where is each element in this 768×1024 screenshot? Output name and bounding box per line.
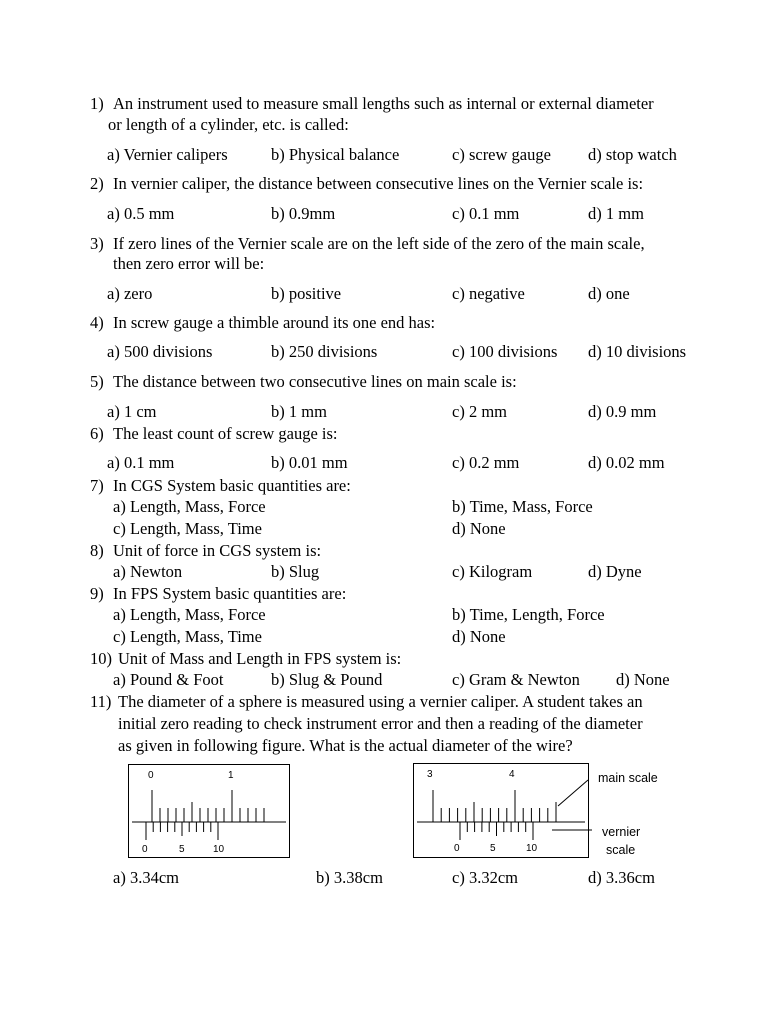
question-2-option-a: a) 0.5 mm (107, 204, 175, 223)
question-10-text-line1: Unit of Mass and Length in FPS system is: (118, 649, 402, 668)
question-9-number: 9) (90, 584, 104, 603)
question-5-option-b: b) 1 mm (271, 402, 327, 421)
diameter-vernier-label-0: 0 (454, 843, 460, 854)
question-4-option-a: a) 500 divisions (107, 342, 213, 361)
diameter-main-label-3: 3 (427, 769, 433, 780)
main-scale-callout: main scale (598, 771, 658, 785)
question-2-number: 2) (90, 174, 104, 193)
question-7-option-d: d) None (452, 519, 506, 538)
question-11-option-d: d) 3.36cm (588, 868, 655, 887)
zero-vernier-label-0: 0 (142, 844, 148, 855)
zero-main-label-1: 1 (228, 770, 234, 781)
question-10-option-c: c) Gram & Newton (452, 670, 580, 689)
figure-callouts (540, 770, 670, 860)
question-5-option-c: c) 2 mm (452, 402, 507, 421)
question-5-number: 5) (90, 372, 104, 391)
diameter-vernier-label-5: 5 (490, 843, 496, 854)
question-10-option-a: a) Pound & Foot (113, 670, 224, 689)
question-3-number: 3) (90, 234, 104, 253)
vernier-callout-line1: vernier (602, 825, 641, 839)
question-8-option-c: c) Kilogram (452, 562, 533, 581)
question-6-option-c: c) 0.2 mm (452, 453, 520, 472)
question-10-option-b: b) Slug & Pound (271, 670, 383, 689)
question-11-option-c: c) 3.32cm (452, 868, 518, 887)
question-8-number: 8) (90, 541, 104, 560)
question-2-option-b: b) 0.9mm (271, 204, 336, 223)
question-2-text-line1: In vernier caliper, the distance between consecutive lines on the Vernier scale is: (113, 174, 644, 193)
question-3-text-line1: If zero lines of the Vernier scale are on the left side of the zero of the main scale, (113, 234, 645, 253)
vernier-zero-reading-figure (128, 764, 290, 858)
question-9-option-b: b) Time, Length, Force (452, 605, 605, 624)
zero-vernier-label-10: 10 (213, 844, 225, 855)
diameter-main-label-4: 4 (509, 769, 515, 780)
question-2-option-c: c) 0.1 mm (452, 204, 520, 223)
question-3-text-line2: then zero error will be: (113, 254, 265, 273)
question-3-option-d: d) one (588, 284, 630, 303)
question-7-number: 7) (90, 476, 104, 495)
question-1-option-a: a) Vernier calipers (107, 145, 228, 164)
question-1-option-d: d) stop watch (588, 145, 677, 164)
question-11-text-line2: initial zero reading to check instrument error and then a reading of the diameter (118, 714, 643, 733)
question-8-option-a: a) Newton (113, 562, 183, 581)
question-9-option-d: d) None (452, 627, 506, 646)
question-7-text-line1: In CGS System basic quantities are: (113, 476, 351, 495)
question-11-text-line3: as given in following figure. What is the actual diameter of the wire? (118, 736, 573, 755)
question-4-option-b: b) 250 divisions (271, 342, 378, 361)
question-11-number: 11) (90, 692, 112, 711)
question-8-text-line1: Unit of force in CGS system is: (113, 541, 322, 560)
question-1-text-line2: or length of a cylinder, etc. is called: (108, 115, 349, 134)
question-1-number: 1) (90, 94, 104, 113)
question-3-option-c: c) negative (452, 284, 525, 303)
question-9-option-a: a) Length, Mass, Force (113, 605, 266, 624)
question-11-option-a: a) 3.34cm (113, 868, 179, 887)
question-6-option-a: a) 0.1 mm (107, 453, 175, 472)
question-7-option-b: b) Time, Mass, Force (452, 497, 593, 516)
question-6-option-d: d) 0.02 mm (588, 453, 665, 472)
question-6-number: 6) (90, 424, 104, 443)
question-9-text-line1: In FPS System basic quantities are: (113, 584, 347, 603)
diameter-vernier-label-10: 10 (526, 843, 538, 854)
question-7-option-c: c) Length, Mass, Time (113, 519, 262, 538)
question-4-option-c: c) 100 divisions (452, 342, 558, 361)
question-2-option-d: d) 1 mm (588, 204, 644, 223)
question-8-option-d: d) Dyne (588, 562, 642, 581)
question-3-option-a: a) zero (107, 284, 153, 303)
question-1-text-line1: An instrument used to measure small lengths such as internal or external diameter (113, 94, 654, 113)
question-1-option-c: c) screw gauge (452, 145, 551, 164)
question-4-number: 4) (90, 313, 104, 332)
zero-vernier-label-5: 5 (179, 844, 185, 855)
question-5-option-d: d) 0.9 mm (588, 402, 657, 421)
question-5-text-line1: The distance between two consecutive lines on main scale is: (113, 372, 517, 391)
question-8-option-b: b) Slug (271, 562, 320, 581)
question-9-option-c: c) Length, Mass, Time (113, 627, 262, 646)
question-10-number: 10) (90, 649, 112, 668)
question-11-option-b: b) 3.38cm (316, 868, 383, 887)
question-6-option-b: b) 0.01 mm (271, 453, 348, 472)
question-7-option-a: a) Length, Mass, Force (113, 497, 266, 516)
question-5-option-a: a) 1 cm (107, 402, 157, 421)
question-4-option-d: d) 10 divisions (588, 342, 687, 361)
main-scale-callout-line (558, 780, 588, 806)
zero-main-label-0: 0 (148, 770, 154, 781)
question-6-text-line1: The least count of screw gauge is: (113, 424, 338, 443)
question-11-text-line1: The diameter of a sphere is measured using a vernier caliper. A student takes an (118, 692, 643, 711)
question-4-text-line1: In screw gauge a thimble around its one end has: (113, 313, 436, 332)
question-10-option-d: d) None (616, 670, 670, 689)
question-1-option-b: b) Physical balance (271, 145, 400, 164)
question-3-option-b: b) positive (271, 284, 342, 303)
vernier-callout-line2: scale (606, 843, 636, 857)
